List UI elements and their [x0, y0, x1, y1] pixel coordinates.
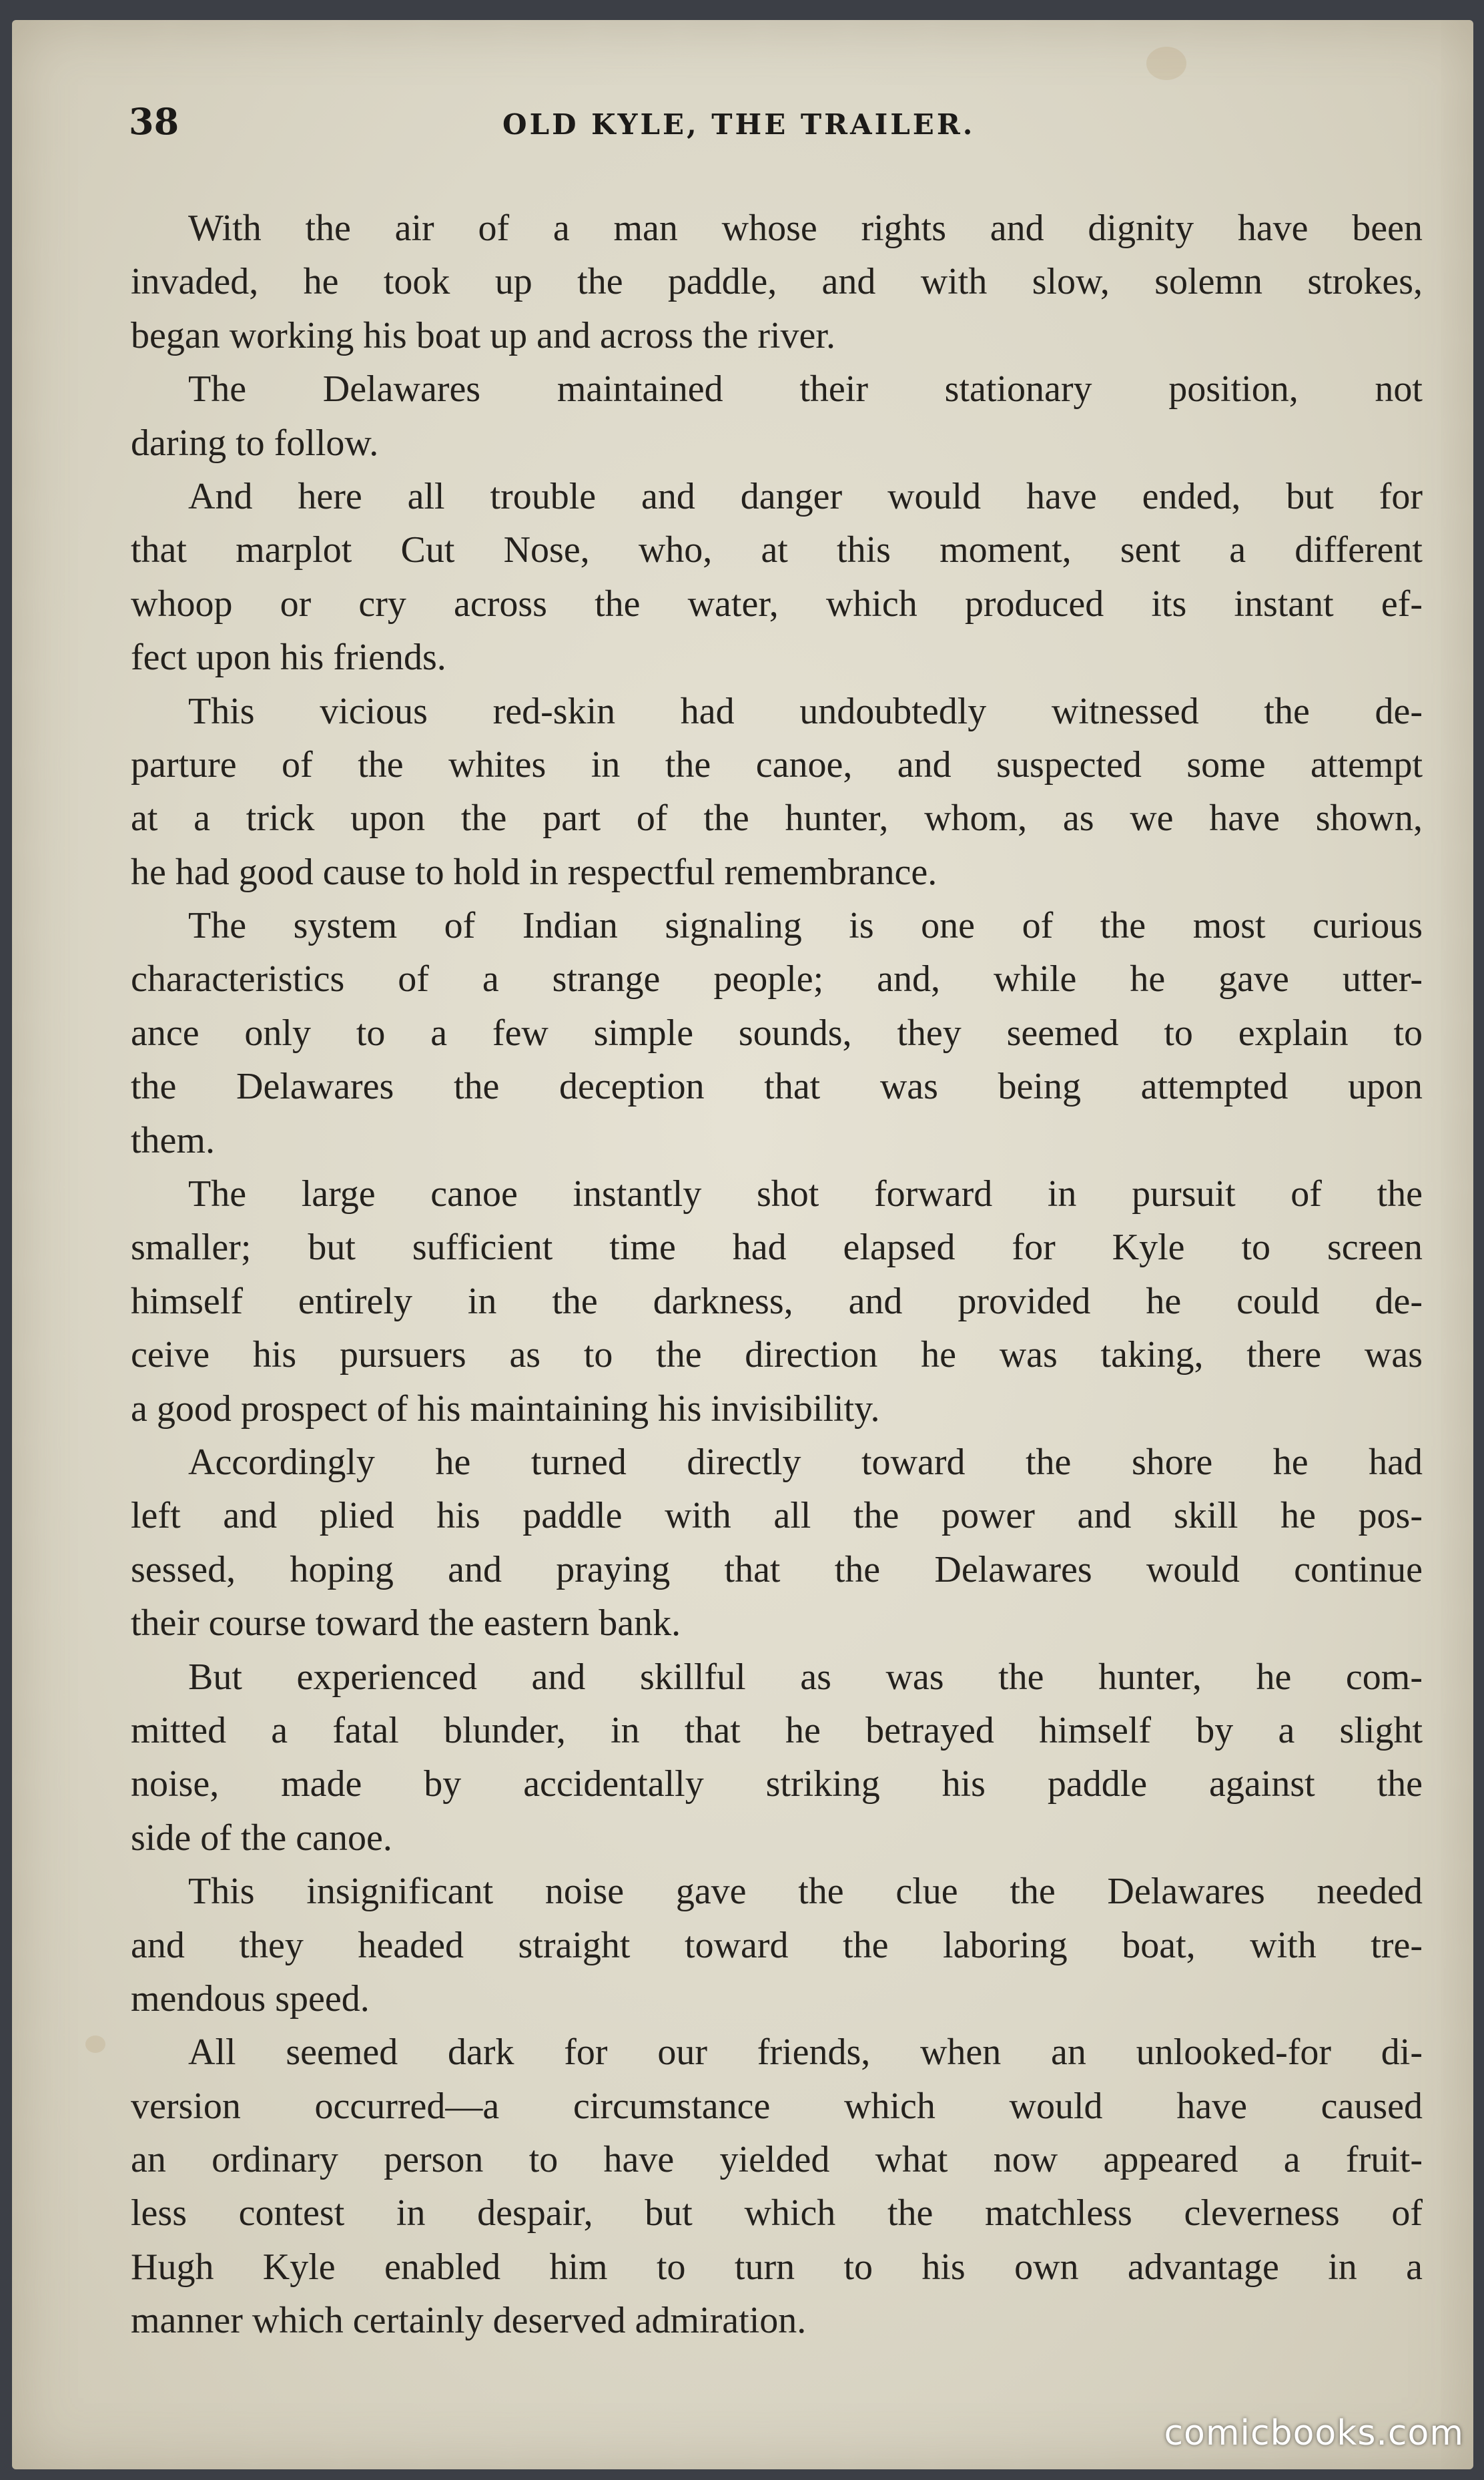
text-line: mendous speed.	[131, 1977, 370, 2020]
text-line: fect upon his friends.	[131, 637, 446, 679]
page-number: 38	[129, 100, 179, 143]
text-line: version occurred—a circumstance which would have caused	[131, 2085, 1423, 2127]
text-line: invaded, he took up the paddle, and with slow, solemn strokes,	[131, 261, 1423, 303]
text-line: left and plied his paddle with all the power and skill he pos-	[131, 1495, 1423, 1537]
book-page	[12, 20, 1473, 2469]
text-line: The large canoe instantly shot forward in pursuit of the	[188, 1173, 1423, 1215]
running-head: OLD KYLE, THE TRAILER.	[502, 108, 976, 141]
paper-stain	[1146, 47, 1186, 80]
text-line: he had good cause to hold in respectful remembrance.	[131, 851, 938, 893]
text-line: that marplot Cut Nose, who, at this moment, sent a different	[131, 529, 1423, 571]
paragraph	[131, 1436, 1423, 1650]
paragraph	[131, 685, 1423, 900]
paragraph	[131, 470, 1423, 685]
text-line: their course toward the eastern bank.	[131, 1602, 681, 1644]
paragraph	[131, 362, 1423, 470]
text-line: characteristics of a strange people; and, while he gave utter-	[131, 958, 1423, 1000]
page-header	[129, 100, 1423, 153]
text-line: whoop or cry across the water, which produced its instant ef-	[131, 583, 1423, 625]
text-line: ance only to a few simple sounds, they seemed to explain to	[131, 1012, 1423, 1054]
text-line: side of the canoe.	[131, 1817, 392, 1859]
paper-stain	[85, 2036, 105, 2053]
text-line: ceive his pursuers as to the direction he was taking, there was	[131, 1334, 1423, 1376]
paragraph	[131, 1167, 1423, 1436]
text-line: daring to follow.	[131, 422, 379, 464]
text-line: and they headed straight toward the laboring boat, with tre-	[131, 1924, 1423, 1966]
text-line: sessed, hoping and praying that the Delawares would continue	[131, 1548, 1423, 1590]
body-text	[131, 202, 1423, 2348]
text-line: parture of the whites in the canoe, and suspected some attempt	[131, 743, 1423, 786]
text-line: an ordinary person to have yielded what now appeared a fruit-	[131, 2139, 1423, 2181]
text-line: All seemed dark for our friends, when an unlooked-for di-	[188, 2032, 1423, 2074]
text-line: himself entirely in the darkness, and provided he could de-	[131, 1280, 1423, 1322]
text-line: This vicious red-skin had undoubtedly witnessed the de-	[188, 690, 1423, 732]
watermark: comicbooks.com	[1164, 2413, 1464, 2453]
paragraph	[131, 1650, 1423, 1865]
text-line: This insignificant noise gave the clue the Delawares needed	[188, 1871, 1423, 1913]
text-line: a good prospect of his maintaining his invisibility.	[131, 1387, 880, 1430]
text-line: at a trick upon the part of the hunter, whom, as we have shown,	[131, 798, 1423, 840]
text-line: the Delawares the deception that was being attempted upon	[131, 1066, 1423, 1108]
text-line: mitted a fatal blunder, in that he betrayed himself by a slight	[131, 1709, 1423, 1751]
text-line: them.	[131, 1119, 215, 1161]
text-line: But experienced and skillful as was the hunter, he com-	[188, 1656, 1423, 1698]
text-line: began working his boat up and across the river.	[131, 314, 835, 356]
text-line: noise, made by accidentally striking his paddle against the	[131, 1763, 1423, 1805]
text-line: The system of Indian signaling is one of the most curious	[188, 905, 1423, 947]
text-line: Accordingly he turned directly toward the shore he had	[188, 1441, 1423, 1483]
text-line: smaller; but sufficient time had elapsed for Kyle to screen	[131, 1227, 1423, 1269]
paragraph	[131, 1865, 1423, 2026]
text-line: And here all trouble and danger would have ended, but for	[188, 475, 1423, 517]
paragraph	[131, 2026, 1423, 2347]
paragraph	[131, 899, 1423, 1167]
text-line: manner which certainly deserved admiration.	[131, 2300, 807, 2342]
text-line: less contest in despair, but which the matchless cleverness of	[131, 2192, 1423, 2234]
text-line: With the air of a man whose rights and dignity have been	[188, 208, 1423, 249]
paragraph	[131, 202, 1423, 362]
text-line: Hugh Kyle enabled him to turn to his own advantage in a	[131, 2246, 1423, 2288]
text-line: The Delawares maintained their stationary position, not	[188, 368, 1423, 410]
